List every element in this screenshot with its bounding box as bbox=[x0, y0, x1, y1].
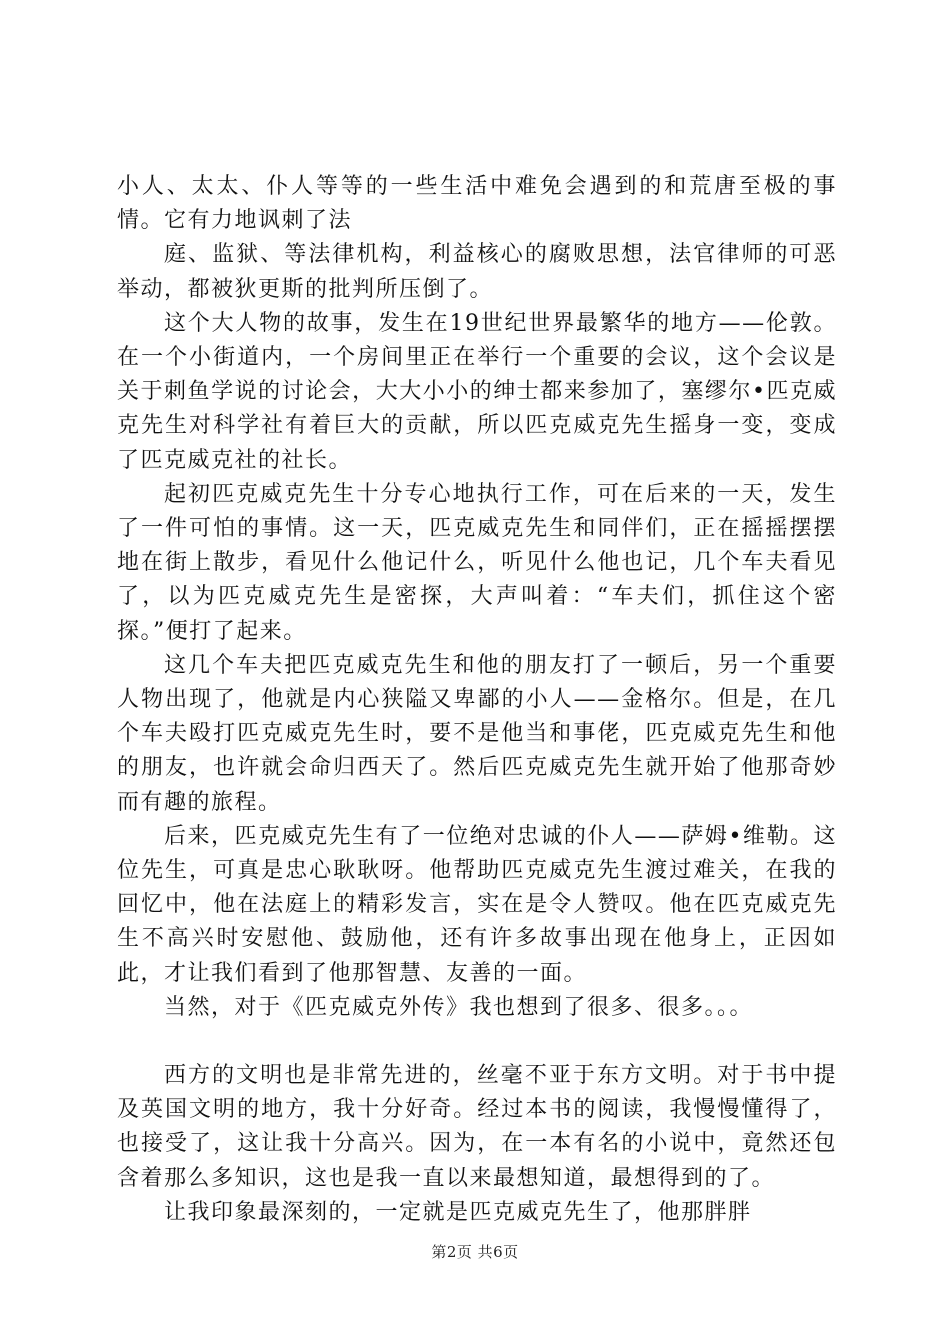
paragraph-gap bbox=[117, 1025, 837, 1059]
page-number-footer: 第2页 共6页 bbox=[431, 1243, 519, 1261]
paragraph-5: 这几个车夫把匹克威克先生和他的朋友打了一顿后，另一个重要人物出现了，他就是内心狭隘又卑鄙的小人——金格尔。但是，在几个车夫殴打匹克威克先生时，要不是他当和事佬，匹克威克先生和他的朋友，也许就会命归西天了。然后匹克威克先生就开始了他那奇妙而有趣的旅程。 bbox=[117, 652, 837, 815]
paragraph-7: 当然，对于《匹克威克外传》我也想到了很多、很多。。。 bbox=[164, 994, 754, 1020]
paragraph-6: 后来，匹克威克先生有了一位绝对忠诚的仆人——萨姆•维勒。这位先生，可真是忠心耿耿呀。他帮助匹克威克先生渡过难关，在我的回忆中，他在法庭上的精彩发言，实在是令人赞叹。他在匹克威克先生不高兴时安慰他、鼓励他，还有许多故事出现在他身上，正因如此，才让我们看到了他那智慧、友善的一面。 bbox=[117, 823, 837, 986]
body-text bbox=[117, 170, 837, 1230]
paragraph-3: 这个大人物的故事，发生在19世纪世界最繁华的地方——伦敦。在一个小街道内，一个房间里正在举行一个重要的会议，这个会议是关于刺鱼学说的讨论会，大大小小的绅士都来参加了，塞缪尔•匹克威克先生对科学社有着巨大的贡献，所以匹克威克先生摇身一变，变成了匹克威克社的社长。 bbox=[117, 310, 837, 473]
paragraph-2: 庭、监狱、等法律机构，利益核心的腐败思想，法官律师的可恶举动，都被狄更斯的批判所压倒了。 bbox=[117, 242, 837, 302]
paragraph-4: 起初匹克威克先生十分专心地执行工作，可在后来的一天，发生了一件可怕的事情。这一天，匹克威克先生和同伴们，正在摇摇摆摆地在街上散步，看见什么他记什么，听见什么他也记，几个车夫看见了，以为匹克威克先生是密探，大声叫着：“车夫们，抓住这个密探。”便打了起来。 bbox=[117, 481, 837, 644]
paragraph-1: 小人、太太、仆人等等的一些生活中难免会遇到的和荒唐至极的事情。它有力地讽刺了法 bbox=[117, 174, 837, 234]
paragraph-8: 西方的文明也是非常先进的，丝毫不亚于东方文明。对于书中提及英国文明的地方，我十分好奇。经过本书的阅读，我慢慢懂得了，也接受了，这让我十分高兴。因为，在一本有名的小说中，竟然还包含着那么多知识，这也是我一直以来最想知道，最想得到的了。 bbox=[117, 1063, 837, 1191]
paragraph-9: 让我印象最深刻的，一定就是匹克威克先生了，他那胖胖 bbox=[164, 1199, 752, 1225]
